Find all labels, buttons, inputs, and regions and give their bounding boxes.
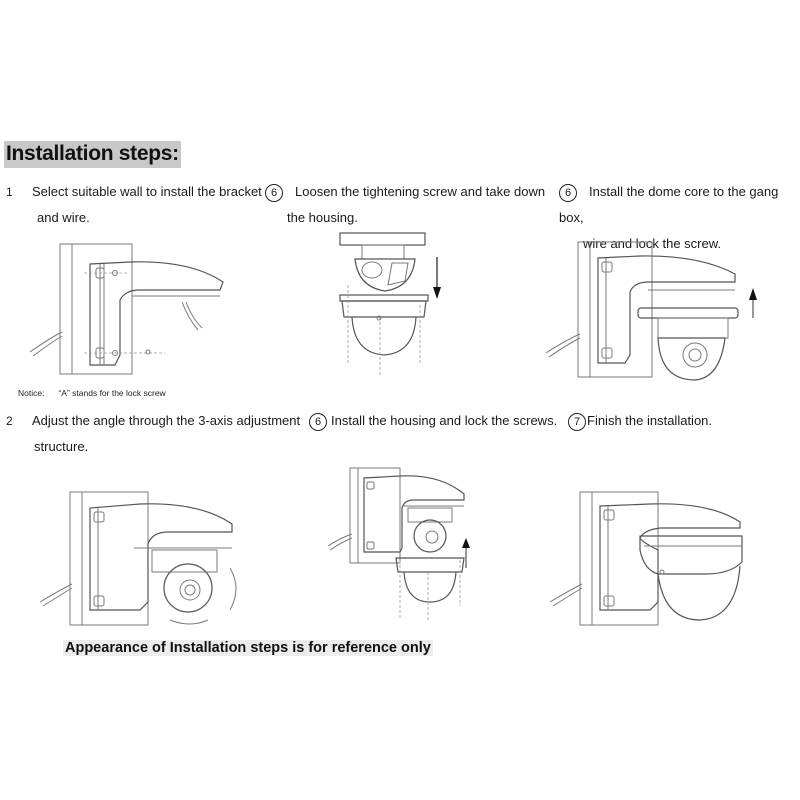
step-text: Install the dome core to the gang box, [559,184,779,225]
notice-label: Notice: [18,388,45,398]
step-text: Install the housing and lock the screws. [331,413,558,428]
step-text-cont: structure. [34,439,89,454]
reference-disclaimer: Appearance of Installation steps is for reference only [65,640,431,656]
step-number: 1 [6,185,13,199]
illustration-wall-bracket [20,230,240,380]
step-number: 6 [309,413,327,431]
step-text: Finish the installation. [587,413,713,428]
step-text: Loosen the tightening screw and take down [295,184,546,199]
illustration-adjust-angle [30,480,260,630]
step-text-cont: the housing. [287,210,358,225]
step-install-housing [309,408,557,434]
step-finish [568,408,712,434]
step-number: 7 [568,413,586,431]
notice [18,388,180,398]
step-1 [6,179,262,231]
notice-text: “A” stands for the lock screw [58,388,166,398]
step-text: Select suitable wall to install the bracket [32,184,262,199]
illustration-install-core [530,230,800,390]
illustration-remove-housing [320,225,460,385]
page-title: Installation steps: [4,141,181,168]
step-number: 6 [265,184,283,202]
step-text: Adjust the angle through the 3-axis adjustment [32,413,301,428]
step-2 [6,408,300,460]
illustration-install-housing [320,460,480,620]
illustration-finished [540,480,770,630]
step-text-cont: wire and lock the screw. [583,236,722,251]
step-number: 2 [6,414,13,428]
step-loosen-housing [265,179,545,231]
step-text-cont: and wire. [37,210,90,225]
step-number: 6 [559,184,577,202]
